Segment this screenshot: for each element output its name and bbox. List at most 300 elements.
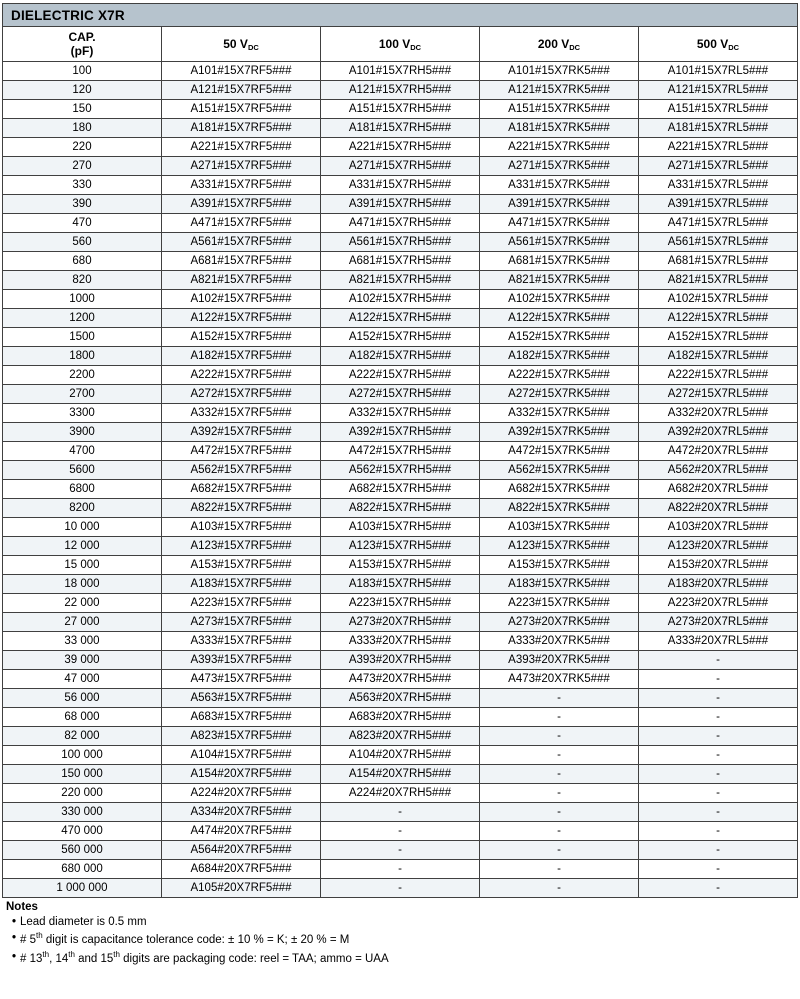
part-number-cell: A122#15X7RF5###	[162, 309, 321, 328]
part-number-cell: -	[639, 670, 798, 689]
cap-cell: 560	[3, 233, 162, 252]
part-number-cell: A223#20X7RL5###	[639, 594, 798, 613]
part-number-cell: A472#20X7RL5###	[639, 442, 798, 461]
part-number-cell: A151#15X7RK5###	[480, 100, 639, 119]
part-number-cell: A682#15X7RH5###	[321, 480, 480, 499]
cap-cell: 1200	[3, 309, 162, 328]
cap-cell: 5600	[3, 461, 162, 480]
part-number-cell: A181#15X7RL5###	[639, 119, 798, 138]
part-number-cell: A101#15X7RK5###	[480, 62, 639, 81]
cap-header-line1: CAP.	[68, 30, 96, 44]
part-number-cell: A121#15X7RF5###	[162, 81, 321, 100]
part-number-cell: A392#20X7RL5###	[639, 423, 798, 442]
part-number-cell: A332#15X7RH5###	[321, 404, 480, 423]
cap-cell: 3300	[3, 404, 162, 423]
part-number-cell: A391#15X7RL5###	[639, 195, 798, 214]
cap-cell: 220	[3, 138, 162, 157]
part-number-cell: A224#20X7RF5###	[162, 784, 321, 803]
table-row	[3, 290, 798, 309]
part-number-cell: -	[639, 803, 798, 822]
cap-cell: 15 000	[3, 556, 162, 575]
part-number-cell: A152#15X7RL5###	[639, 328, 798, 347]
table-row	[3, 841, 798, 860]
part-number-cell: A392#15X7RF5###	[162, 423, 321, 442]
cap-cell: 560 000	[3, 841, 162, 860]
part-number-cell: A682#15X7RK5###	[480, 480, 639, 499]
cap-cell: 10 000	[3, 518, 162, 537]
voltage-subscript: DC	[728, 42, 740, 52]
part-number-cell: A153#20X7RL5###	[639, 556, 798, 575]
table-row	[3, 689, 798, 708]
part-number-cell: A471#15X7RK5###	[480, 214, 639, 233]
part-number-cell: A563#15X7RF5###	[162, 689, 321, 708]
part-number-cell: -	[639, 822, 798, 841]
part-number-cell: -	[480, 708, 639, 727]
part-number-cell: A221#15X7RF5###	[162, 138, 321, 157]
cap-cell: 3900	[3, 423, 162, 442]
cap-cell: 6800	[3, 480, 162, 499]
voltage-unit: V	[720, 36, 729, 51]
part-number-cell: A682#15X7RF5###	[162, 480, 321, 499]
part-number-cell: A122#15X7RK5###	[480, 309, 639, 328]
part-number-cell: A181#15X7RH5###	[321, 119, 480, 138]
part-number-cell: A561#15X7RK5###	[480, 233, 639, 252]
bullet-icon	[6, 931, 20, 947]
table-row	[3, 328, 798, 347]
table-row	[3, 233, 798, 252]
table-row	[3, 518, 798, 537]
part-number-cell: A121#15X7RH5###	[321, 81, 480, 100]
part-number-cell: A391#15X7RH5###	[321, 195, 480, 214]
part-number-cell: -	[480, 841, 639, 860]
column-header-500v	[639, 27, 798, 62]
table-row	[3, 442, 798, 461]
part-number-cell: A331#15X7RL5###	[639, 176, 798, 195]
cap-cell: 68 000	[3, 708, 162, 727]
part-number-cell: A122#15X7RL5###	[639, 309, 798, 328]
part-number-cell: A393#20X7RK5###	[480, 651, 639, 670]
part-number-cell: A152#15X7RF5###	[162, 328, 321, 347]
part-number-cell: A392#15X7RK5###	[480, 423, 639, 442]
cap-cell: 100	[3, 62, 162, 81]
table-row	[3, 214, 798, 233]
table-row	[3, 499, 798, 518]
part-number-cell: A223#15X7RF5###	[162, 594, 321, 613]
table-body	[3, 62, 798, 898]
part-number-cell: A103#15X7RH5###	[321, 518, 480, 537]
part-number-cell: A391#15X7RF5###	[162, 195, 321, 214]
part-number-table	[2, 26, 798, 898]
cap-cell: 12 000	[3, 537, 162, 556]
table-row	[3, 138, 798, 157]
part-number-cell: A152#15X7RH5###	[321, 328, 480, 347]
part-number-cell: A183#20X7RL5###	[639, 575, 798, 594]
part-number-cell: A471#15X7RH5###	[321, 214, 480, 233]
cap-cell: 680 000	[3, 860, 162, 879]
cap-cell: 47 000	[3, 670, 162, 689]
table-row	[3, 727, 798, 746]
part-number-cell: -	[321, 879, 480, 898]
voltage-unit: V	[561, 36, 570, 51]
part-number-cell: A101#15X7RH5###	[321, 62, 480, 81]
part-number-cell: -	[639, 651, 798, 670]
table-row	[3, 651, 798, 670]
part-number-cell: A684#20X7RF5###	[162, 860, 321, 879]
bullet-icon	[6, 915, 20, 929]
part-number-cell: A332#15X7RK5###	[480, 404, 639, 423]
part-number-cell: A393#15X7RF5###	[162, 651, 321, 670]
part-number-cell: A562#20X7RL5###	[639, 461, 798, 480]
table-row	[3, 119, 798, 138]
part-number-cell: A121#15X7RL5###	[639, 81, 798, 100]
part-number-cell: A821#15X7RK5###	[480, 271, 639, 290]
cap-cell: 2200	[3, 366, 162, 385]
table-row	[3, 100, 798, 119]
part-number-cell: A123#15X7RK5###	[480, 537, 639, 556]
part-number-cell: A271#15X7RK5###	[480, 157, 639, 176]
cap-cell: 390	[3, 195, 162, 214]
part-number-cell: A102#15X7RF5###	[162, 290, 321, 309]
part-number-cell: A471#15X7RL5###	[639, 214, 798, 233]
part-number-cell: A562#15X7RK5###	[480, 461, 639, 480]
cap-cell: 330	[3, 176, 162, 195]
part-number-cell: A122#15X7RH5###	[321, 309, 480, 328]
table-row	[3, 461, 798, 480]
cap-cell: 120	[3, 81, 162, 100]
part-number-cell: A183#15X7RF5###	[162, 575, 321, 594]
part-number-cell: A823#20X7RH5###	[321, 727, 480, 746]
part-number-cell: -	[480, 860, 639, 879]
part-number-cell: -	[639, 765, 798, 784]
table-row	[3, 594, 798, 613]
part-number-cell: -	[321, 841, 480, 860]
part-number-cell: -	[480, 746, 639, 765]
part-number-cell: A472#15X7RH5###	[321, 442, 480, 461]
part-number-cell: -	[639, 708, 798, 727]
cap-header-line2: (pF)	[70, 44, 94, 58]
part-number-cell: A152#15X7RK5###	[480, 328, 639, 347]
table-row	[3, 803, 798, 822]
part-number-cell: A272#15X7RF5###	[162, 385, 321, 404]
part-number-cell: -	[321, 822, 480, 841]
voltage-value: 100	[378, 36, 399, 51]
table-row	[3, 632, 798, 651]
cap-cell: 1500	[3, 328, 162, 347]
part-number-cell: A472#15X7RK5###	[480, 442, 639, 461]
part-number-cell: A821#15X7RL5###	[639, 271, 798, 290]
table-row	[3, 366, 798, 385]
note-item	[6, 931, 796, 947]
notes-list	[6, 915, 796, 966]
table-title-bar	[2, 3, 798, 26]
column-header-100v	[321, 27, 480, 62]
part-number-cell: A182#15X7RF5###	[162, 347, 321, 366]
table-row	[3, 252, 798, 271]
cap-cell: 4700	[3, 442, 162, 461]
part-number-cell: A333#15X7RF5###	[162, 632, 321, 651]
part-number-cell: A474#20X7RF5###	[162, 822, 321, 841]
part-number-cell: A273#20X7RK5###	[480, 613, 639, 632]
table-row	[3, 879, 798, 898]
part-number-cell: A123#15X7RH5###	[321, 537, 480, 556]
part-number-cell: A333#20X7RK5###	[480, 632, 639, 651]
note-text: # 5th digit is capacitance tolerance code: ± 10 % = K; ± 20 % = M	[20, 931, 350, 947]
cap-cell: 180	[3, 119, 162, 138]
part-number-cell: A271#15X7RF5###	[162, 157, 321, 176]
part-number-cell: A123#15X7RF5###	[162, 537, 321, 556]
part-number-cell: A822#15X7RF5###	[162, 499, 321, 518]
part-number-cell: A183#15X7RK5###	[480, 575, 639, 594]
voltage-subscript: DC	[247, 42, 259, 52]
part-number-cell: A333#20X7RH5###	[321, 632, 480, 651]
voltage-value: 500	[696, 36, 717, 51]
cap-cell: 1 000 000	[3, 879, 162, 898]
note-item	[6, 915, 796, 929]
part-number-cell: A271#15X7RL5###	[639, 157, 798, 176]
column-header-cap	[3, 27, 162, 62]
part-number-cell: A105#20X7RF5###	[162, 879, 321, 898]
part-number-cell: -	[480, 689, 639, 708]
part-number-cell: A561#15X7RF5###	[162, 233, 321, 252]
part-number-cell: A221#15X7RL5###	[639, 138, 798, 157]
part-number-cell: -	[480, 765, 639, 784]
cap-cell: 2700	[3, 385, 162, 404]
part-number-cell: A102#15X7RK5###	[480, 290, 639, 309]
table-row	[3, 860, 798, 879]
part-number-cell: A563#20X7RH5###	[321, 689, 480, 708]
table-row	[3, 309, 798, 328]
part-number-cell: A222#15X7RK5###	[480, 366, 639, 385]
part-number-cell: A123#20X7RL5###	[639, 537, 798, 556]
table-row	[3, 556, 798, 575]
voltage-value: 200	[537, 36, 558, 51]
part-number-cell: A331#15X7RH5###	[321, 176, 480, 195]
part-number-cell: -	[639, 746, 798, 765]
part-number-cell: A821#15X7RF5###	[162, 271, 321, 290]
table-row	[3, 176, 798, 195]
part-number-cell: A392#15X7RH5###	[321, 423, 480, 442]
part-number-cell: A101#15X7RF5###	[162, 62, 321, 81]
header-row	[3, 27, 798, 62]
voltage-subscript: DC	[569, 42, 581, 52]
part-number-cell: A223#15X7RK5###	[480, 594, 639, 613]
part-number-cell: A823#15X7RF5###	[162, 727, 321, 746]
part-number-cell: -	[480, 727, 639, 746]
part-number-cell: A273#20X7RL5###	[639, 613, 798, 632]
part-number-cell: A472#15X7RF5###	[162, 442, 321, 461]
part-number-cell: A562#15X7RH5###	[321, 461, 480, 480]
part-number-cell: A561#15X7RL5###	[639, 233, 798, 252]
part-number-cell: A391#15X7RK5###	[480, 195, 639, 214]
part-number-cell: A681#15X7RH5###	[321, 252, 480, 271]
part-number-cell: A223#15X7RH5###	[321, 594, 480, 613]
voltage-subscript: DC	[410, 42, 422, 52]
voltage-unit: V	[402, 36, 411, 51]
part-number-cell: A271#15X7RH5###	[321, 157, 480, 176]
part-number-cell: A182#15X7RL5###	[639, 347, 798, 366]
cap-cell: 33 000	[3, 632, 162, 651]
part-number-cell: A333#20X7RL5###	[639, 632, 798, 651]
cap-cell: 39 000	[3, 651, 162, 670]
note-text: Lead diameter is 0.5 mm	[20, 916, 147, 928]
part-number-cell: A151#15X7RH5###	[321, 100, 480, 119]
part-number-cell: A154#20X7RH5###	[321, 765, 480, 784]
part-number-cell: -	[480, 879, 639, 898]
part-number-cell: A564#20X7RF5###	[162, 841, 321, 860]
part-number-cell: A822#20X7RL5###	[639, 499, 798, 518]
part-number-cell: A222#15X7RL5###	[639, 366, 798, 385]
bullet-icon	[6, 950, 20, 966]
part-number-cell: -	[639, 879, 798, 898]
part-number-cell: A121#15X7RK5###	[480, 81, 639, 100]
note-text: # 13th, 14th and 15th digits are packaging code: reel = TAA; ammo = UAA	[20, 949, 389, 965]
table-row	[3, 271, 798, 290]
part-number-cell: A103#15X7RF5###	[162, 518, 321, 537]
part-number-cell: A681#15X7RK5###	[480, 252, 639, 271]
part-number-cell: A331#15X7RF5###	[162, 176, 321, 195]
cap-cell: 27 000	[3, 613, 162, 632]
part-number-cell: A272#15X7RK5###	[480, 385, 639, 404]
part-number-cell: A181#15X7RK5###	[480, 119, 639, 138]
table-row	[3, 157, 798, 176]
part-number-cell: A153#15X7RF5###	[162, 556, 321, 575]
part-number-cell: A681#15X7RF5###	[162, 252, 321, 271]
part-number-cell: A103#15X7RK5###	[480, 518, 639, 537]
table-row	[3, 670, 798, 689]
cap-cell: 470	[3, 214, 162, 233]
table-row	[3, 385, 798, 404]
voltage-unit: V	[239, 36, 248, 51]
part-number-cell: A221#15X7RK5###	[480, 138, 639, 157]
part-number-cell: -	[639, 689, 798, 708]
voltage-value: 50	[223, 36, 237, 51]
cap-cell: 1800	[3, 347, 162, 366]
column-header-200v	[480, 27, 639, 62]
part-number-cell: A151#15X7RF5###	[162, 100, 321, 119]
part-number-cell: A393#20X7RH5###	[321, 651, 480, 670]
part-number-cell: A153#15X7RH5###	[321, 556, 480, 575]
cap-cell: 150 000	[3, 765, 162, 784]
part-number-cell: A183#15X7RH5###	[321, 575, 480, 594]
table-row	[3, 423, 798, 442]
part-number-cell: A222#15X7RF5###	[162, 366, 321, 385]
part-number-cell: -	[639, 841, 798, 860]
part-number-cell: A102#15X7RL5###	[639, 290, 798, 309]
part-number-cell: -	[480, 784, 639, 803]
part-number-cell: -	[480, 803, 639, 822]
part-number-cell: A561#15X7RH5###	[321, 233, 480, 252]
cap-cell: 100 000	[3, 746, 162, 765]
part-number-cell: A332#20X7RL5###	[639, 404, 798, 423]
part-number-cell: A822#15X7RK5###	[480, 499, 639, 518]
cap-cell: 220 000	[3, 784, 162, 803]
part-number-cell: A222#15X7RH5###	[321, 366, 480, 385]
column-header-50v	[162, 27, 321, 62]
part-number-cell: -	[321, 803, 480, 822]
cap-cell: 22 000	[3, 594, 162, 613]
table-title: DIELECTRIC X7R	[11, 8, 125, 23]
table-row	[3, 347, 798, 366]
cap-cell: 82 000	[3, 727, 162, 746]
part-number-cell: A154#20X7RF5###	[162, 765, 321, 784]
table-row	[3, 765, 798, 784]
part-number-cell: A182#15X7RH5###	[321, 347, 480, 366]
part-number-cell: A332#15X7RF5###	[162, 404, 321, 423]
notes-title: Notes	[6, 901, 38, 913]
table-row	[3, 404, 798, 423]
cap-cell: 330 000	[3, 803, 162, 822]
part-number-cell: A153#15X7RK5###	[480, 556, 639, 575]
part-number-cell: A104#15X7RF5###	[162, 746, 321, 765]
part-number-cell: -	[321, 860, 480, 879]
part-number-cell: A331#15X7RK5###	[480, 176, 639, 195]
part-number-cell: A683#15X7RF5###	[162, 708, 321, 727]
cap-cell: 18 000	[3, 575, 162, 594]
part-number-cell: A273#20X7RH5###	[321, 613, 480, 632]
part-number-cell: A272#15X7RH5###	[321, 385, 480, 404]
table-row	[3, 708, 798, 727]
table-row	[3, 746, 798, 765]
part-number-cell: A822#15X7RH5###	[321, 499, 480, 518]
part-number-cell: A224#20X7RH5###	[321, 784, 480, 803]
part-number-cell: A821#15X7RH5###	[321, 271, 480, 290]
part-number-cell: A681#15X7RL5###	[639, 252, 798, 271]
table-row	[3, 575, 798, 594]
part-number-cell: -	[639, 784, 798, 803]
cap-cell: 820	[3, 271, 162, 290]
part-number-cell: A221#15X7RH5###	[321, 138, 480, 157]
cap-cell: 150	[3, 100, 162, 119]
table-row	[3, 62, 798, 81]
table-row	[3, 81, 798, 100]
part-number-cell: A473#20X7RH5###	[321, 670, 480, 689]
part-number-cell: A682#20X7RL5###	[639, 480, 798, 499]
cap-cell: 470 000	[3, 822, 162, 841]
part-number-cell: A151#15X7RL5###	[639, 100, 798, 119]
table-row	[3, 195, 798, 214]
notes-section	[2, 898, 798, 966]
part-number-cell: A471#15X7RF5###	[162, 214, 321, 233]
part-number-cell: A102#15X7RH5###	[321, 290, 480, 309]
part-number-cell: A334#20X7RF5###	[162, 803, 321, 822]
cap-cell: 8200	[3, 499, 162, 518]
part-number-cell: -	[480, 822, 639, 841]
cap-cell: 680	[3, 252, 162, 271]
table-row	[3, 822, 798, 841]
part-number-cell: A473#20X7RK5###	[480, 670, 639, 689]
part-number-cell: A182#15X7RK5###	[480, 347, 639, 366]
table-row	[3, 784, 798, 803]
note-item	[6, 950, 796, 966]
table-row	[3, 613, 798, 632]
table-row	[3, 537, 798, 556]
part-number-cell: A562#15X7RF5###	[162, 461, 321, 480]
part-number-cell: A103#20X7RL5###	[639, 518, 798, 537]
cap-cell: 1000	[3, 290, 162, 309]
part-number-cell: A273#15X7RF5###	[162, 613, 321, 632]
part-number-cell: -	[639, 860, 798, 879]
cap-cell: 56 000	[3, 689, 162, 708]
part-number-cell: A101#15X7RL5###	[639, 62, 798, 81]
cap-cell: 270	[3, 157, 162, 176]
part-number-cell: A473#15X7RF5###	[162, 670, 321, 689]
part-number-cell: A104#20X7RH5###	[321, 746, 480, 765]
part-number-cell: A683#20X7RH5###	[321, 708, 480, 727]
table-row	[3, 480, 798, 499]
part-number-cell: A181#15X7RF5###	[162, 119, 321, 138]
part-number-cell: -	[639, 727, 798, 746]
part-number-cell: A272#15X7RL5###	[639, 385, 798, 404]
